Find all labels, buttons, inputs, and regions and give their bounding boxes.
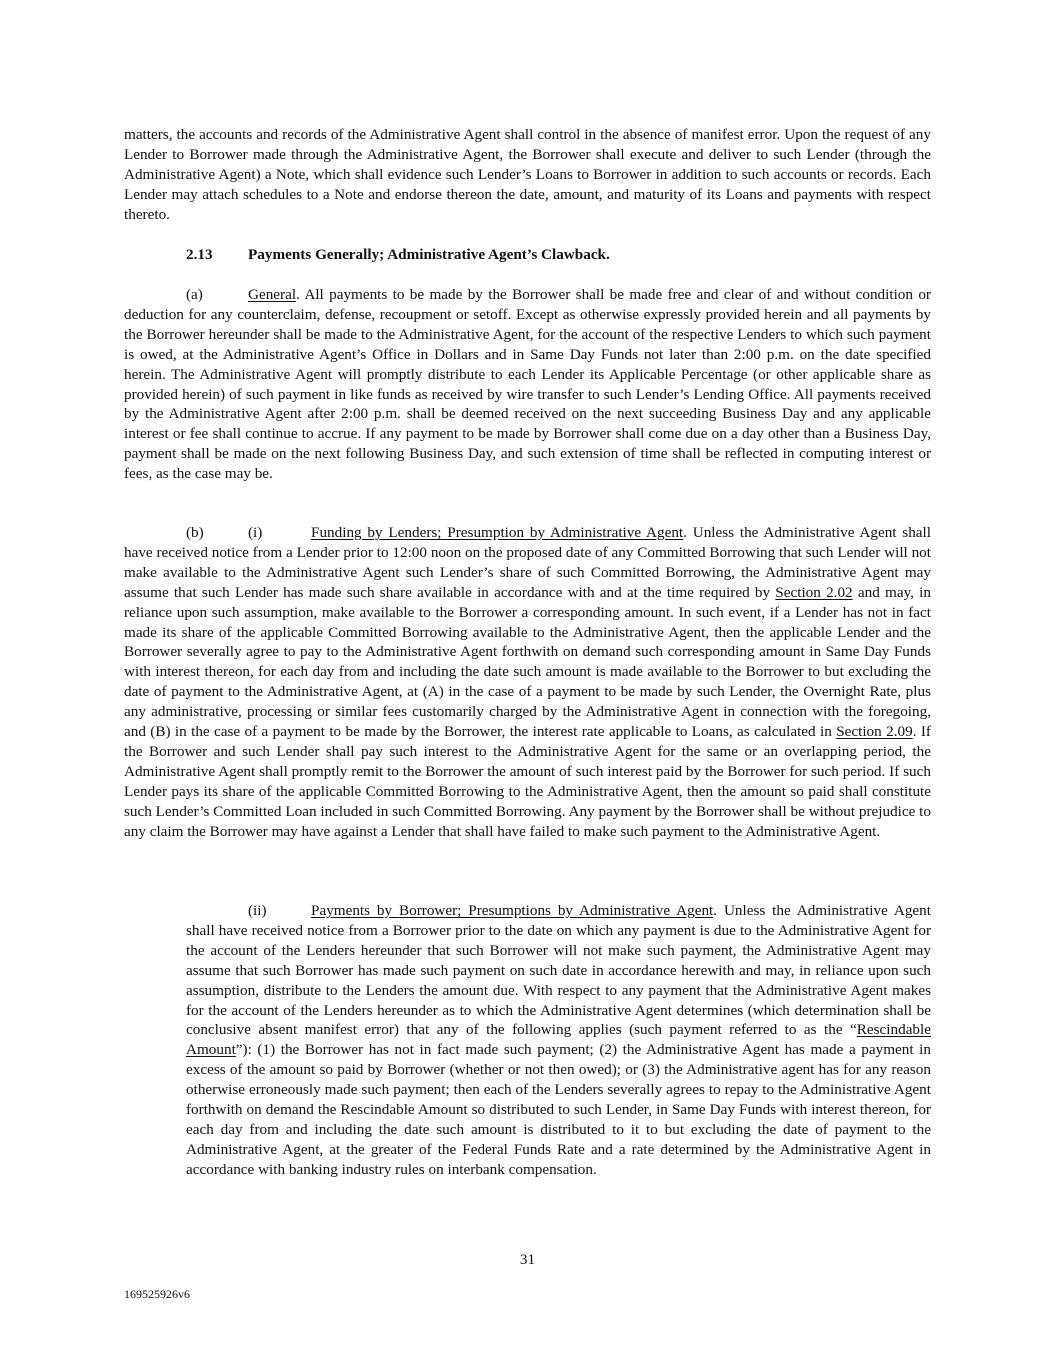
paragraph-a-text <box>124 285 931 484</box>
paragraph-b-i-label: (i) <box>248 524 263 541</box>
paragraph-b-i-body-1: . Unless the Administrative Agent shall have received notice from a Lender prior to 12:00 noon on the proposed date of any Committed Borrowing that such Lender will not make available to the Administrative Agent such Lender’s share of such Committed Borrowing, the Administrative Agent may assume that such Lender has made such share available in accordance with and at the time required by <box>124 524 931 601</box>
paragraph-b-i-text <box>124 523 931 842</box>
paragraph-b-ii-body-1: . Unless the Administrative Agent shall have received notice from a Borrower prior to the date on which any payment is due to the Administrative Agent for the account of the Lenders hereunder that such Borrower will not make such payment, the Administrative Agent may assume that such Borrower has made such payment on such date in accordance herewith and may, in reliance upon such assumption, distribute to the Lenders the amount due. With respect to any payment that the Administrative Agent makes for the account of the Lenders hereunder as to which the Administrative Agent determines (which determination shall be conclusive absent manifest error) that any of the following applies (such payment referred to as the “ <box>186 902 931 1039</box>
paragraph-b-i-caption: Funding by Lenders; Presumption by Administrative Agent <box>311 524 684 541</box>
paragraph-b-i-body-3: . If the Borrower and such Lender shall pay such interest to the Administrative Agent for the same or an overlapping period, the Administrative Agent shall promptly remit to the Borrower the amount of such interest paid by the Borrower for such period. If such Lender pays its share of the applicable Committed Borrowing to the Administrative Agent, then the amount so paid shall constitute such Lender’s Committed Loan included in such Committed Borrowing. Any payment by the Borrower shall be without prejudice to any claim the Borrower may have against a Lender that shall have failed to make such payment to the Administrative Agent. <box>124 723 931 840</box>
paragraph-a <box>124 285 931 484</box>
section-reference-2-02: Section 2.02 <box>775 583 853 601</box>
paragraph-b-ii-caption: Payments by Borrower; Presumptions by Administrative Agent <box>311 902 714 919</box>
paragraph-b-ii-body-2: ”): (1) the Borrower has not in fact made such payment; (2) the Administrative Agent has made a payment in excess of the amount so paid by Borrower (whether or not then owed); or (3) the Administrative agent has for any reason otherwise erroneously made such payment; then each of the Lenders severally agrees to repay to the Administrative Agent forthwith on demand the Rescindable Amount so distributed to such Lender, in Same Day Funds with interest thereon, for each day from and including the date such amount is distributed to it to but excluding the date of payment to the Administrative Agent, at the greater of the Federal Funds Rate and a rate determined by the Administrative Agent in accordance with banking industry rules on interbank compensation. <box>186 1041 931 1178</box>
paragraph-b-ii-label: (ii) <box>248 902 267 919</box>
paragraph-b-ii <box>186 901 931 1180</box>
section-number: 2.13 <box>186 246 213 263</box>
section-title: Payments Generally; Administrative Agent’s Clawback. <box>248 246 610 263</box>
paragraph-b-ii-text <box>186 901 931 1180</box>
defined-term-rescindable-amount: Rescindable Amount <box>186 1021 931 1059</box>
page-number: 31 <box>519 1251 536 1268</box>
document-id: 169525926v6 <box>124 1287 190 1301</box>
paragraph-a-label: (a) <box>186 286 203 303</box>
paragraph-b-label: (b) <box>186 524 204 541</box>
section-heading <box>186 245 931 265</box>
paragraph-a-body: . All payments to be made by the Borrower shall be made free and clear of and without condition or deduction for any counterclaim, defense, recoupment or setoff. Except as otherwise expressly provided herein and all payments by the Borrower hereunder shall be made to the Administrative Agent, for the account of the respective Lenders to which such payment is owed, at the Administrative Agent’s Office in Dollars and in Same Day Funds not later than 2:00 p.m. on the date specified herein. The Administrative Agent will promptly distribute to each Lender its Applicable Percentage (or other applicable share as provided herein) of such payment in like funds as received by wire transfer to such Lender’s Lending Office. All payments received by the Administrative Agent after 2:00 p.m. shall be deemed received on the next succeeding Business Day and any applicable interest or fee shall continue to accrue. If any payment to be made by Borrower shall come due on a day other than a Business Day, payment shall be made on the next following Business Day, and such extension of time shall be reflected in computing interest or fees, as the case may be. <box>124 286 931 483</box>
paragraph-b-i <box>124 523 931 842</box>
carryover-text: matters, the accounts and records of the Administrative Agent shall control in the absence of manifest error. Upon the request of any Lender to Borrower made through the Administrative Agent, the Borrower shall execute and deliver to such Lender (through the Administrative Agent) a Note, which shall evidence such Lender’s Loans to Borrower in addition to such accounts or records. Each Lender may attach schedules to a Note and endorse thereon the date, amount, and maturity of its Loans and payments with respect thereto. <box>124 126 931 223</box>
paragraph-b-i-body-2: and may, in reliance upon such assumption, make available to the Borrower a corresponding amount. In such event, if a Lender has not in fact made its share of the applicable Committed Borrowing available to the Administrative Agent, then the applicable Lender and the Borrower severally agree to pay to the Administrative Agent forthwith on demand such corresponding amount in Same Day Funds with interest thereon, for each day from and including the date such amount is made available to the Borrower to but excluding the date of payment to the Administrative Agent, at (A) in the case of a payment to be made by such Lender, the Overnight Rate, plus any administrative, processing or similar fees customarily charged by the Administrative Agent in connection with the foregoing, and (B) in the case of a payment to be made by the Borrower, the interest rate applicable to Loans, as calculated in <box>124 583 931 741</box>
carryover-paragraph <box>124 125 931 225</box>
paragraph-a-caption: General <box>248 286 297 303</box>
section-reference-2-09: Section 2.09 <box>836 723 913 741</box>
